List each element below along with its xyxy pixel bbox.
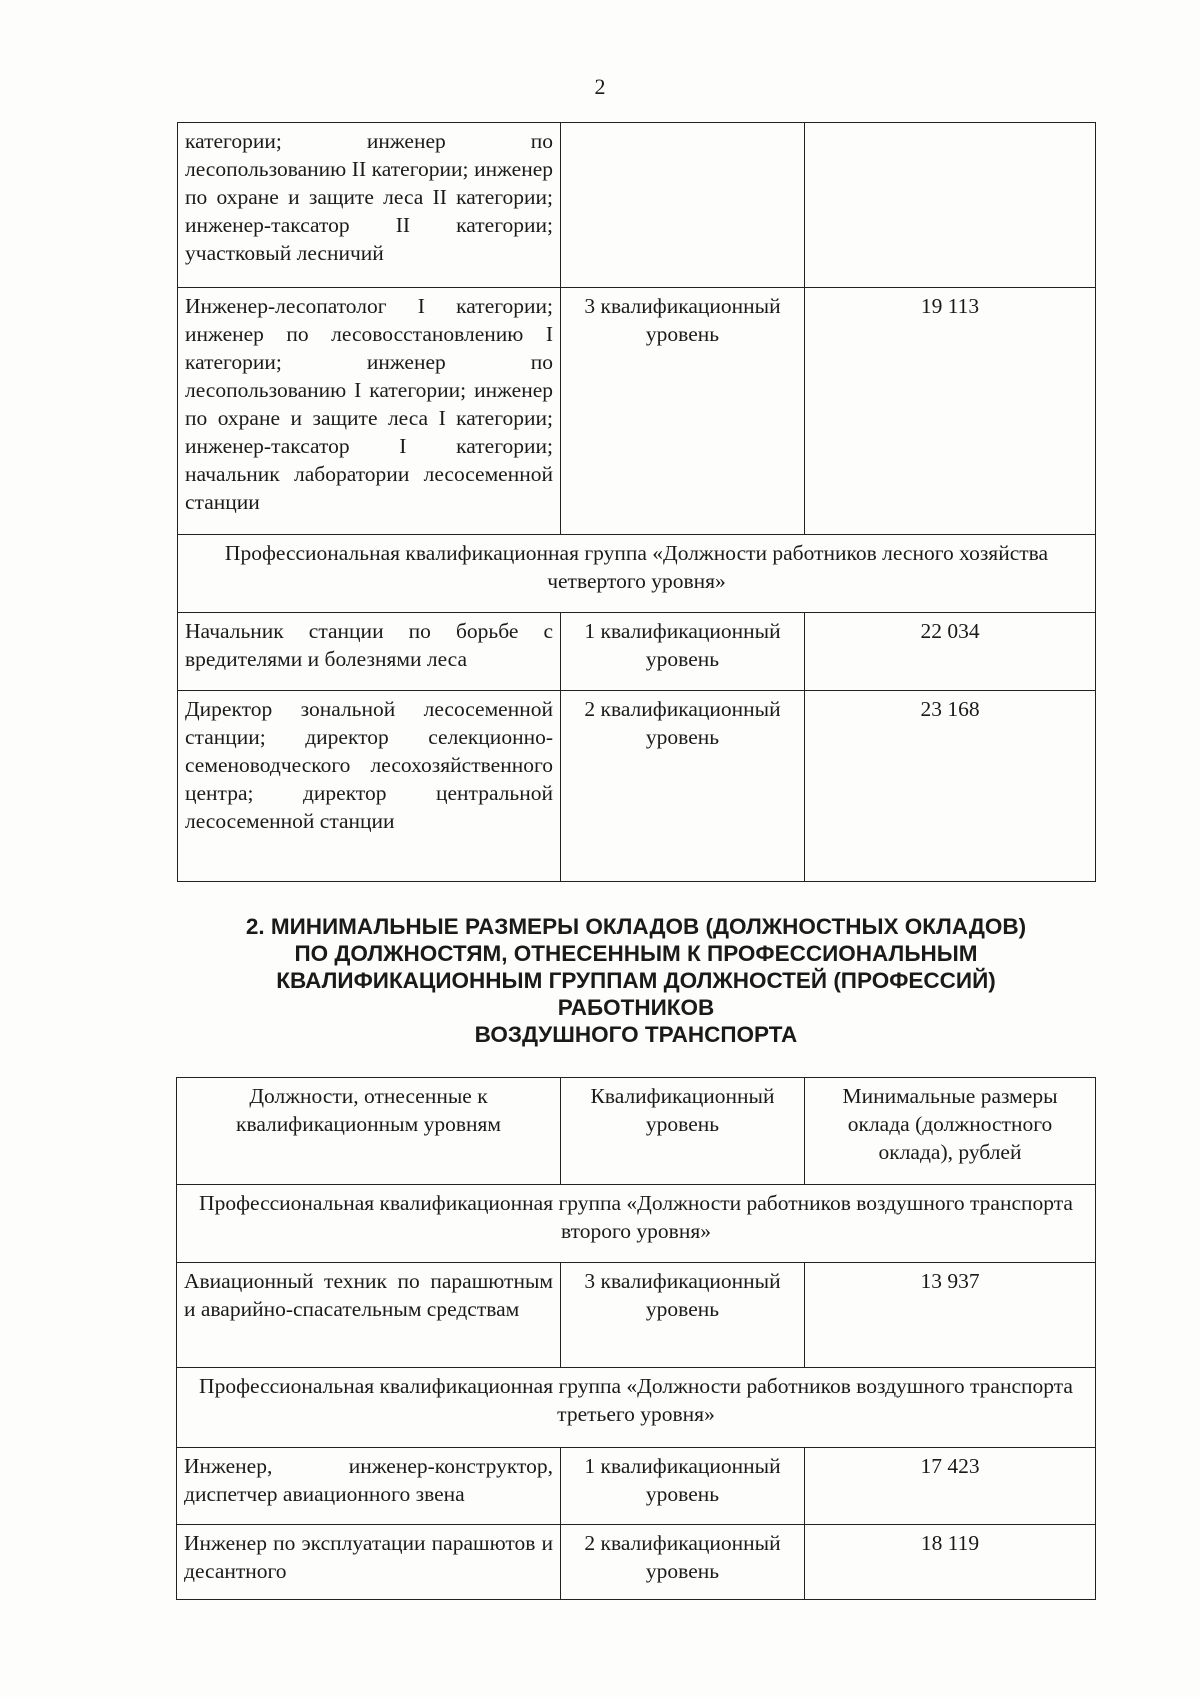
heading-line: КВАЛИФИКАЦИОННЫМ ГРУППАМ ДОЛЖНОСТЕЙ (ПРОФЕССИЙ) [276,968,996,993]
salary-cell: 13 937 [805,1263,1096,1368]
salary-cell [805,123,1096,288]
position-cell: Директор зональной лесосеменной станции; директор селекционно-семеноводческого лесохозяйственного центра; директор центральной лесосеменной станции [178,691,561,882]
salary-cell: 22 034 [805,613,1096,691]
salary-cell: 19 113 [805,288,1096,535]
forestry-salary-table [177,122,1096,882]
heading-line: ПО ДОЛЖНОСТЯМ, ОТНЕСЕННЫМ К ПРОФЕССИОНАЛЬНЫМ [294,941,978,966]
heading-line: 2. МИНИМАЛЬНЫЕ РАЗМЕРЫ ОКЛАДОВ (ДОЛЖНОСТНЫХ ОКЛАДОВ) [245,914,1027,939]
group-row [177,1185,1096,1263]
table-row [177,1448,1096,1525]
header-salary: Минимальные размеры оклада (должностного оклада), рублей [805,1078,1096,1185]
position-cell: Инженер-лесопатолог I категории; инженер по лесовосстановлению I категории; инженер по лесопользованию I категории; инженер по охране и защите леса I категории; инженер-таксатор I категории; начальник лаборатории лесосеменной станции [178,288,561,535]
group-title-cell: Профессиональная квалификационная группа «Должности работников лесного хозяйства четвертого уровня» [178,535,1096,613]
level-cell: 1 квалификационный уровень [561,1448,805,1525]
salary-cell: 23 168 [805,691,1096,882]
header-level: Квалификационный уровень [561,1078,805,1185]
group-row [177,1368,1096,1448]
table-row [178,123,1096,288]
header-position: Должности, отнесенные к квалификационным уровням [177,1078,561,1185]
position-cell: Инженер по эксплуатации парашютов и десантного [177,1525,561,1600]
table-row [178,613,1096,691]
group-row [178,535,1096,613]
heading-line: РАБОТНИКОВ [557,995,715,1020]
table-row [177,1525,1096,1600]
salary-cell: 18 119 [805,1525,1096,1600]
page-number: 2 [594,74,606,99]
level-cell: 3 квалификационный уровень [561,1263,805,1368]
position-cell: категории; инженер по лесопользованию II категории; инженер по охране и защите леса II категории; инженер-таксатор II категории; участковый лесничий [178,123,561,288]
level-cell: 1 квалификационный уровень [561,613,805,691]
table-row [178,288,1096,535]
level-cell: 2 квалификационный уровень [561,1525,805,1600]
level-cell: 3 квалификационный уровень [561,288,805,535]
header-row [177,1078,1096,1185]
group-title-cell: Профессиональная квалификационная группа «Должности работников воздушного транспорта второго уровня» [177,1185,1096,1263]
heading-line: ВОЗДУШНОГО ТРАНСПОРТА [474,1022,798,1047]
group-title-cell: Профессиональная квалификационная группа «Должности работников воздушного транспорта третьего уровня» [177,1368,1096,1448]
table-row [177,1263,1096,1368]
air-transport-salary-table [176,1077,1096,1600]
table-row [178,691,1096,882]
level-cell [561,123,805,288]
position-cell: Начальник станции по борьбе с вредителями и болезнями леса [178,613,561,691]
section-2-heading [177,913,1095,1048]
position-cell: Авиационный техник по парашютным и аварийно-спасательным средствам [177,1263,561,1368]
position-cell: Инженер, инженер-конструктор, диспетчер авиационного звена [177,1448,561,1525]
salary-cell: 17 423 [805,1448,1096,1525]
level-cell: 2 квалификационный уровень [561,691,805,882]
